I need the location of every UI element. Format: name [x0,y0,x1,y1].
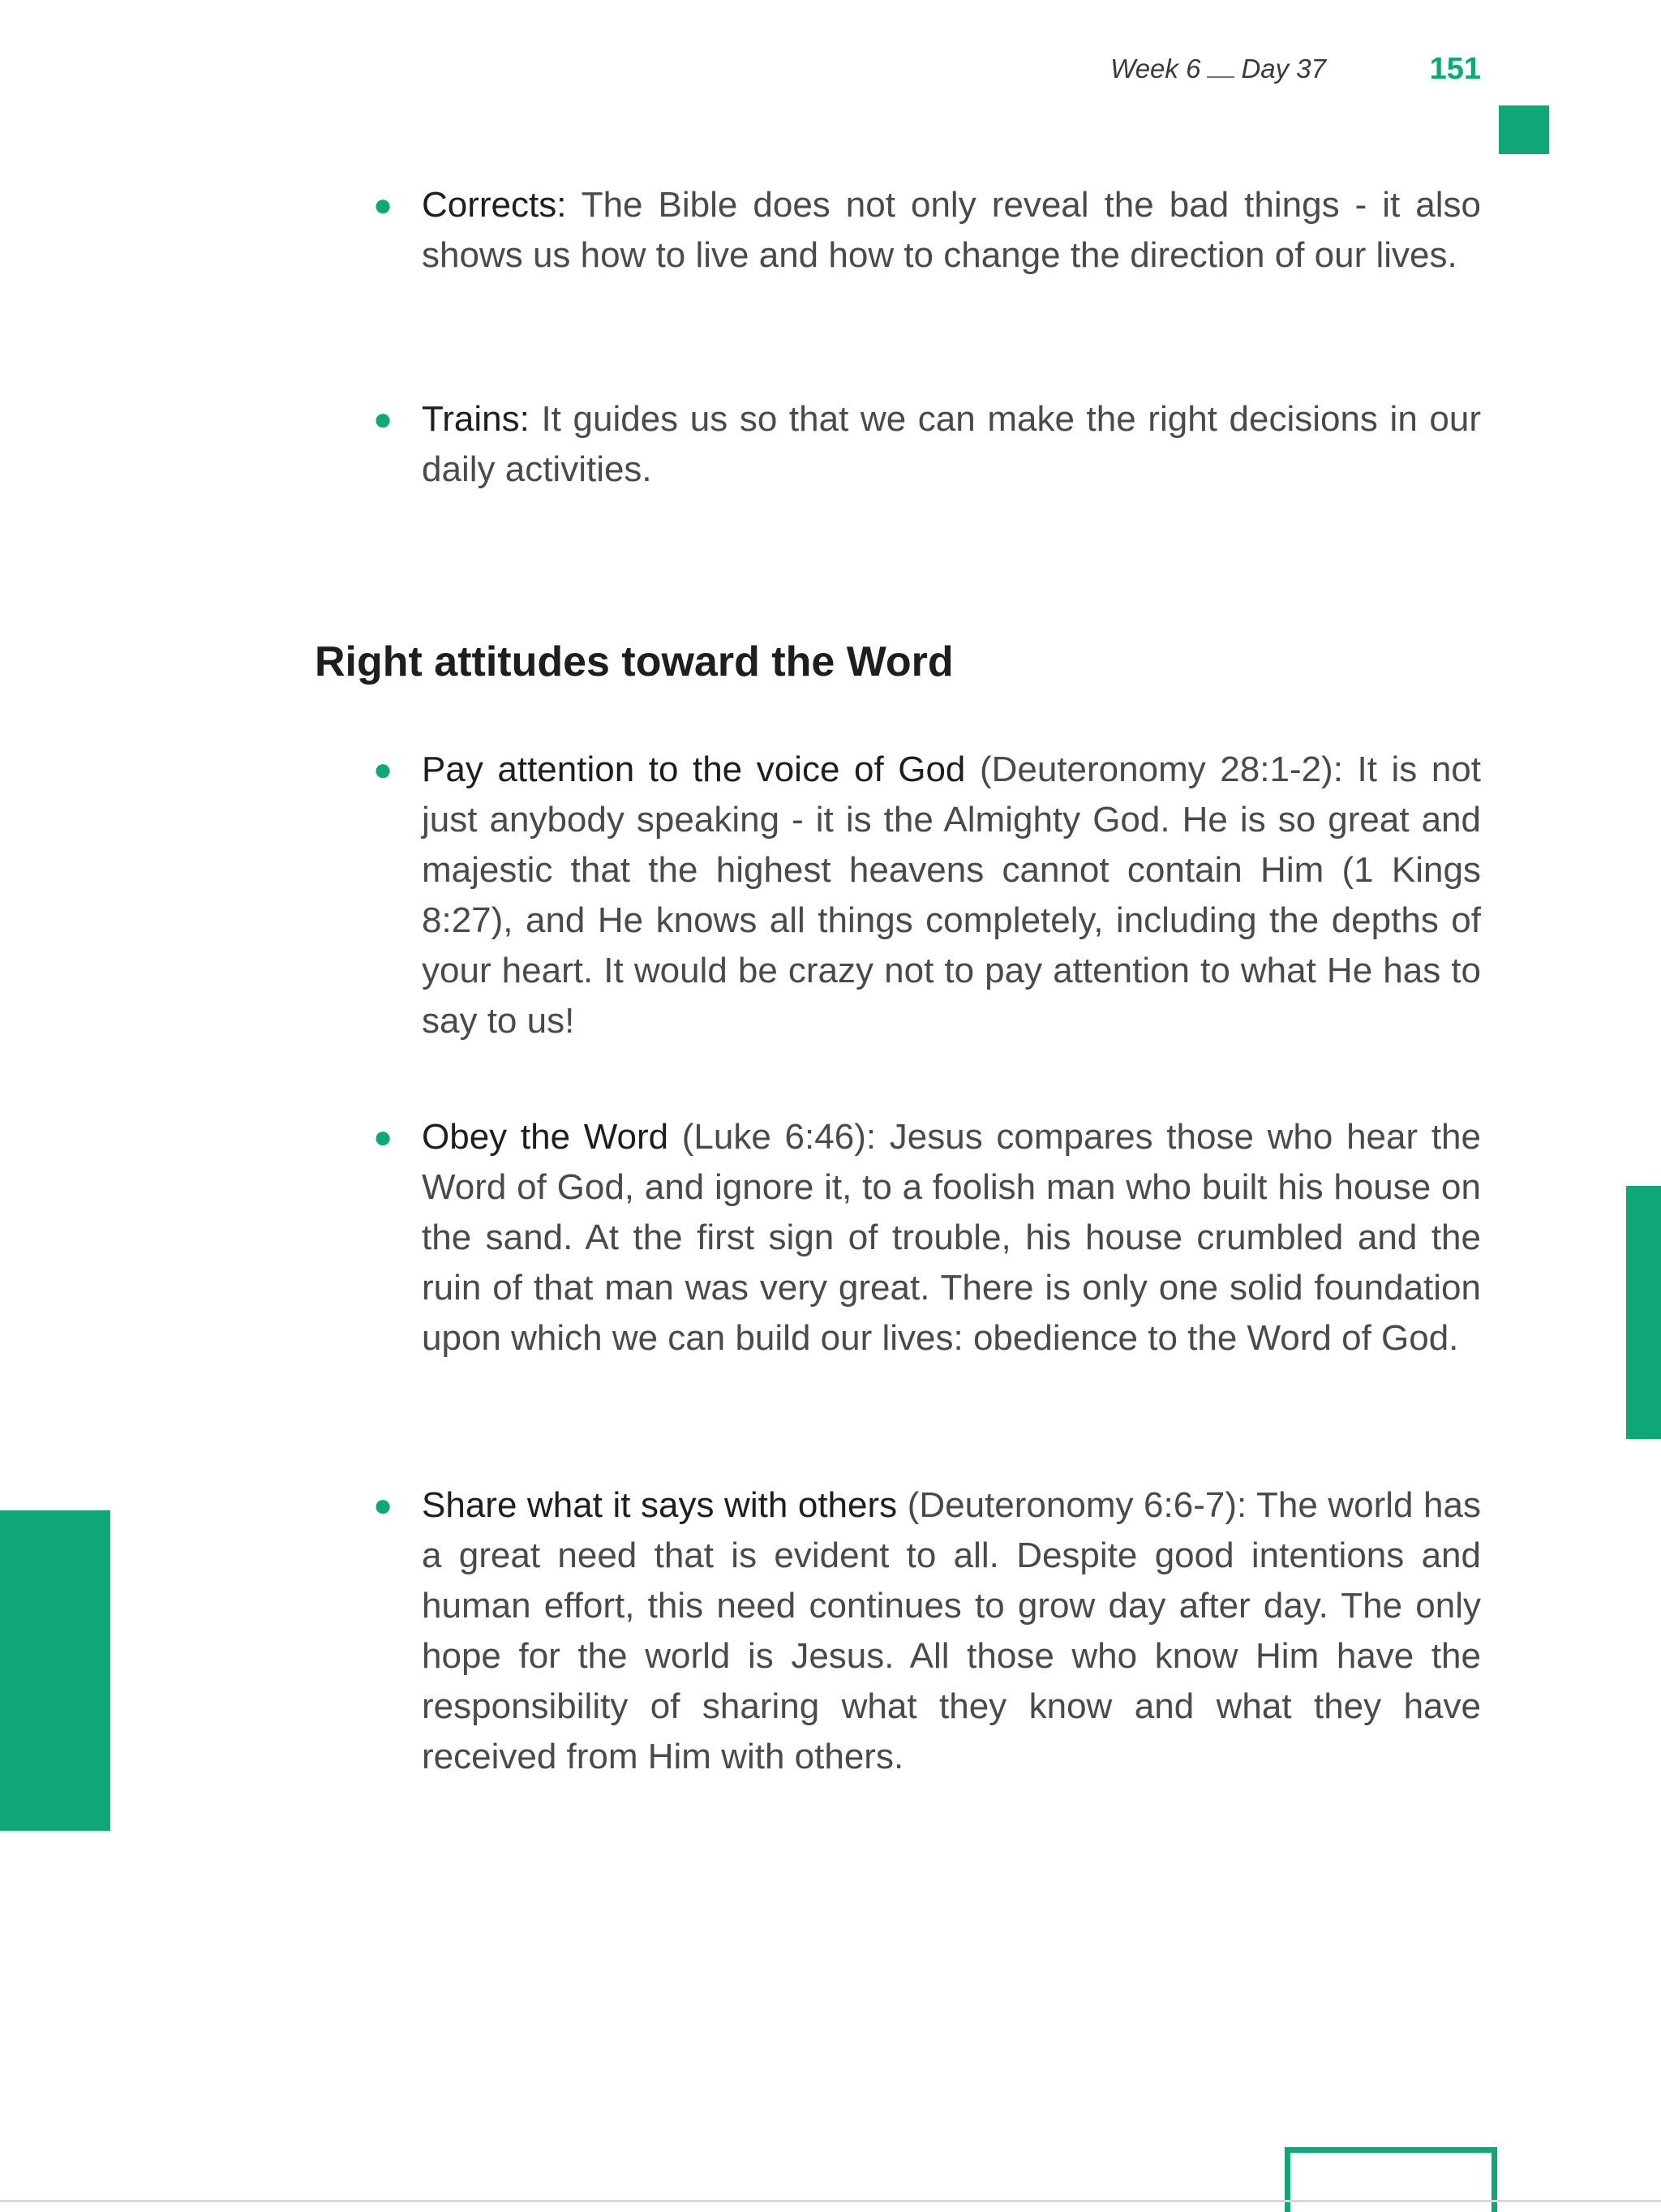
item-text: (Deuteronomy 6:6-7): The world has a great need that is evident to all. Despite good intentions and human effort, this need continues to grow day after day. The only hope for the world is Jesus. All those who know Him have the responsibility of sharing what they know and what they have received from Him with others. [422,1485,1481,1776]
list-item-corrects [373,180,1481,281]
list-item-trains [373,394,1481,495]
running-head [1054,54,1326,84]
running-head-separator [1207,76,1234,78]
item-text: (Luke 6:46): Jesus compares those who hear the Word of God, and ignore it, to a foolish man who built his house on the sand. At the first sign of trouble, his house crumbled and the ruin of that man was very great. There is only one solid foundation upon which we can build our lives: obedience to the Word of God. [422,1117,1482,1358]
section-heading: Right attitudes toward the Word [315,638,954,685]
item-text: It guides us so that we can make the right decisions in our daily activities. [422,399,1481,489]
item-term: Share what it says with others [422,1485,898,1525]
page-number: 151 [1429,52,1481,86]
list-item-share [373,1480,1481,1782]
bullet-icon: ● [373,402,393,437]
list-item-pay-attention [373,745,1481,1046]
item-term: Trains: [422,399,530,439]
left-thumb-tab [0,1510,110,1831]
item-text: The Bible does not only reveal the bad things - it also shows us how to live and how to change the direction of our lives. [422,185,1481,275]
item-term: Pay attention to the voice of God [422,750,966,789]
item-term: Obey the Word [422,1117,669,1157]
bullet-icon: ● [373,1488,393,1523]
bullet-icon: ● [373,752,393,788]
item-term: Corrects: [422,185,567,225]
bottom-outline-box [1285,2147,1497,2212]
bullet-icon: ● [373,1119,393,1155]
day-label: Day 37 [1241,54,1326,84]
item-text: (Deuteronomy 28:1-2): It is not just anybody speaking - it is the Almighty God. He is so great and majestic that the highest heavens cannot contain Him (1 Kings 8:27), and He knows all things completely, including the depths of your heart. It would be crazy not to pay attention to what He has to say to us! [422,750,1481,1041]
list-item-obey-word [373,1112,1482,1364]
bullet-icon: ● [373,187,393,223]
right-thumb-tab [1626,1186,1661,1439]
page-bottom-divider [0,2200,1661,2202]
top-color-tab [1499,105,1549,154]
week-label: Week 6 [1110,54,1201,84]
